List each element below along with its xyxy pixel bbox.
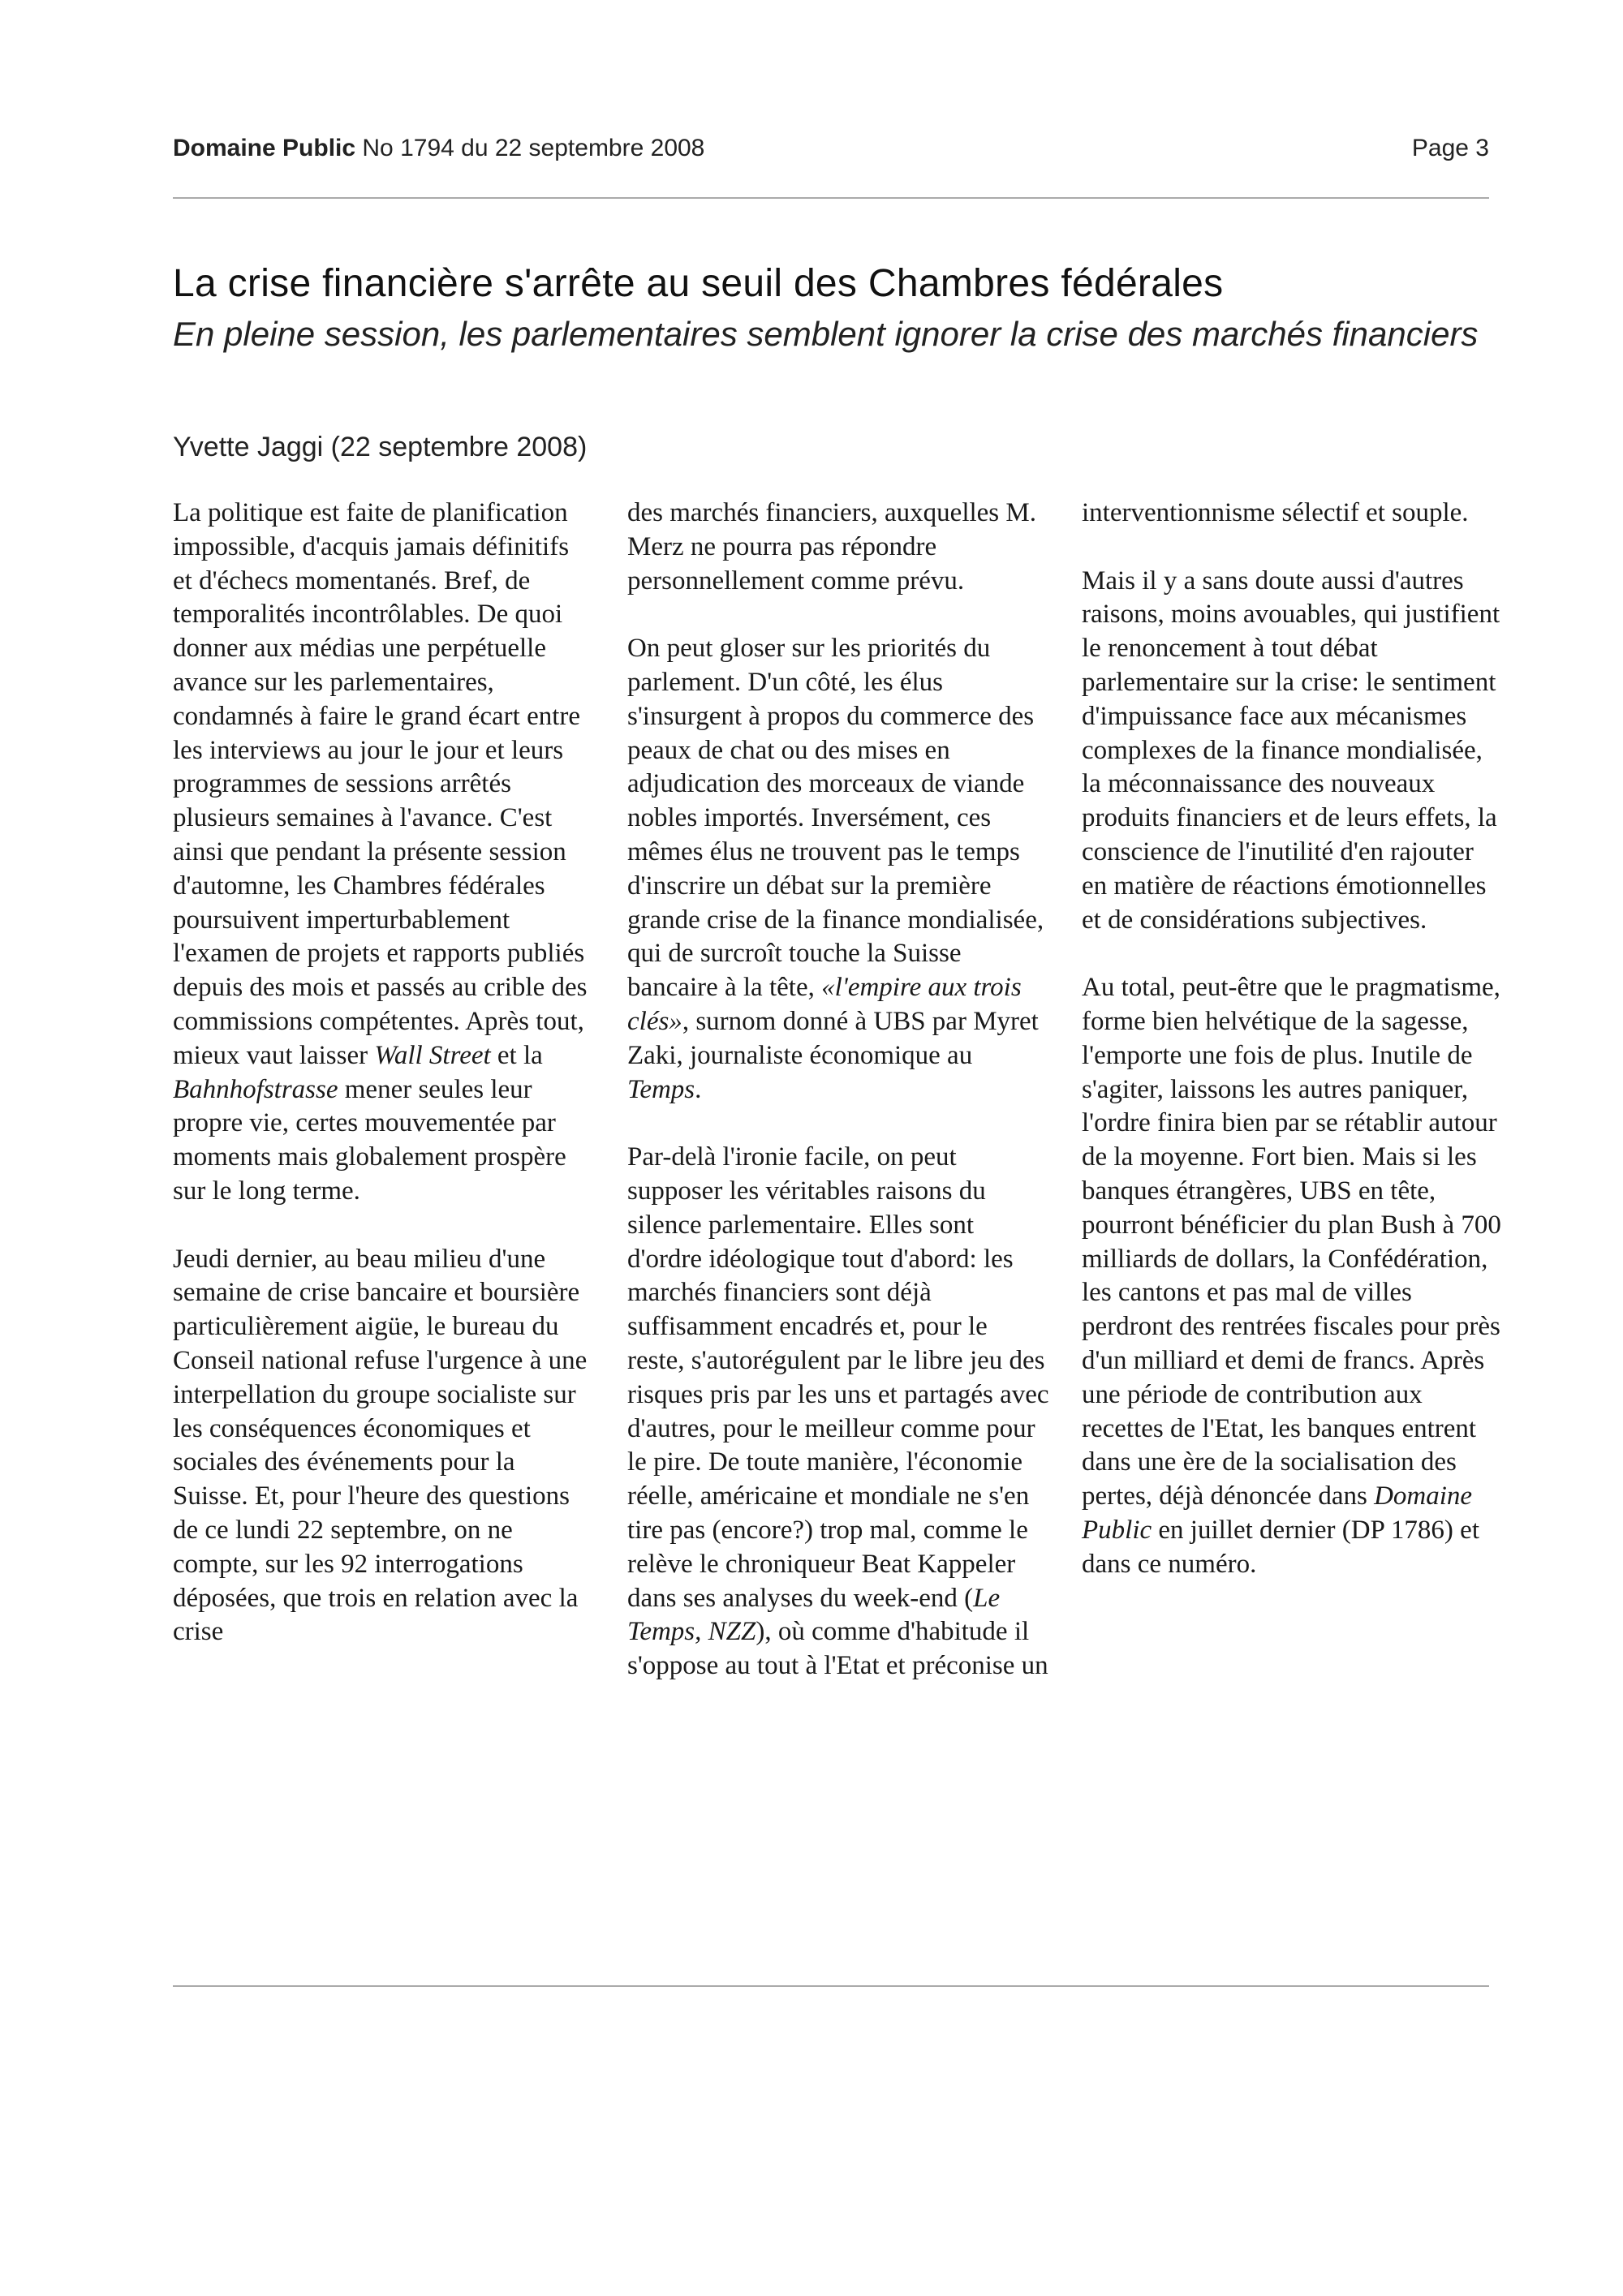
page-number: Page 3 — [1411, 135, 1489, 161]
article-subtitle: En pleine session, les parlementaires semblent ignorer la crise des marchés financiers — [173, 315, 1479, 353]
paragraph: des marchés financiers, auxquelles M. Merz ne pourra pas répondre personnellement comme prévu. — [627, 498, 1036, 595]
paragraph: Mais il y a sans doute aussi d'autres raisons, moins avouables, qui justifient le renoncement à tout débat parlementaire sur la crise: le sentiment d'impuissance face aux mécanismes complexes de la finance mondialisée, la méconnaissance des nouveaux produits financiers et de leurs effets, la conscience de l'inutilité d'en rajouter en matière de réactions émotionnelles et de considérations subjectives. — [1082, 565, 1500, 935]
emphasis-le-temps: Le Temps — [627, 1583, 1001, 1647]
article-title: La crise financière s'arrête au seuil des Chambres fédérales — [173, 262, 1224, 305]
paragraph: On peut gloser sur les priorités du parlement. D'un côté, les élus s'insurgent à propos du commerce des peaux de chat ou des mises en adjudication des morceaux de viande nobles importés. Inversément, ces mêmes élus ne trouvent pas le temps d'inscrire un débat sur la première grande crise de la finance mondialisée, qui de surcroît touche la Suisse bancaire à la tête, «l'empire aux trois clés», surnom donné à UBS par Myret Zaki, journaliste économique au Temps. — [627, 634, 1044, 1104]
issue-info: No 1794 du 22 septembre 2008 — [362, 135, 705, 161]
emphasis-wall-street: Wall Street — [374, 1040, 491, 1070]
emphasis-quote: «l'empire aux trois clés» — [627, 973, 1022, 1036]
paragraph: La politique est faite de planification impossible, d'acquis jamais définitifs et d'échecs momentanés. Bref, de temporalités incontrôlables. De quoi donner aux médias une perpétuelle avance sur les parlementaires, condamnés à faire le grand écart entre les interviews au jour le jour et leurs programmes de sessions arrêtés plusieurs semaines à l'avance. C'est ainsi que pendant la présente session d'automne, les Chambres fédérales poursuivent imperturbablement l'examen de projets et rapports publiés depuis des mois et passés au crible des commissions compétentes. Après tout, mieux vaut laisser Wall Street et la Bahnhofstrasse mener seules leur propre vie, certes mouvementée par moments mais globalement prospère sur le long terme. — [173, 498, 588, 1206]
emphasis-nzz: NZZ — [708, 1617, 756, 1647]
column-3 — [1082, 497, 1504, 1582]
emphasis-bahnhofstrasse: Bahnhofstrasse — [173, 1074, 338, 1104]
header-divider — [173, 197, 1489, 199]
emphasis-domaine-public: Domaine Public — [1082, 1481, 1473, 1545]
publication-name: Domaine Public — [173, 135, 356, 161]
page-header — [173, 135, 1489, 162]
footer-divider — [173, 1985, 1489, 1987]
column-2 — [627, 497, 1049, 1683]
paragraph: interventionnisme sélectif et souple. — [1082, 498, 1469, 527]
emphasis-temps: Temps — [627, 1074, 695, 1104]
paragraph: Jeudi dernier, au beau milieu d'une semaine de crise bancaire et boursière particulièrement aigüe, le bureau du Conseil national refuse l'urgence à une interpellation du groupe socialiste sur les conséquences économiques et sociales des événements pour la Suisse. Et, pour l'heure des questions de ce lundi 22 septembre, on ne compte, sur les 92 interrogations déposées, que trois en relation avec la crise — [173, 1244, 588, 1647]
column-1 — [173, 497, 595, 1649]
paragraph: Au total, peut-être que le pragmatisme, forme bien helvétique de la sagesse, l'emporte une fois de plus. Inutile de s'agiter, laissons les autres paniquer, l'ordre finira bien par se rétablir autour de la moyenne. Fort bien. Mais si les banques étrangères, UBS en tête, pourront bénéficier du plan Bush à 700 milliards de dollars, la Confédération, les cantons et pas mal de villes perdront des rentrées fiscales pour près d'un milliard et demi de francs. Après une période de contribution aux recettes de l'Etat, les banques entrent dans une ère de la socialisation des pertes, déjà dénoncée dans Domaine Public en juillet dernier (DP 1786) et dans ce numéro. — [1082, 973, 1501, 1579]
paragraph: Par-delà l'ironie facile, on peut supposer les véritables raisons du silence parlementaire. Elles sont d'ordre idéologique tout d'abord: les marchés financiers sont déjà suffisamment encadrés et, pour le reste, s'autorégulent par le libre jeu des risques pris par les uns et partagés avec d'autres, pour le meilleur comme pour le pire. De toute manière, l'économie réelle, américaine et mondiale ne s'en tire pas (encore?) trop mal, comme le relève le chroniqueur Beat Kappeler dans ses analyses du week-end (Le Temps, NZZ), où comme d'habitude il s'oppose au tout à l'Etat et préconise un — [627, 1142, 1049, 1681]
article-byline: Yvette Jaggi (22 septembre 2008) — [173, 432, 588, 462]
